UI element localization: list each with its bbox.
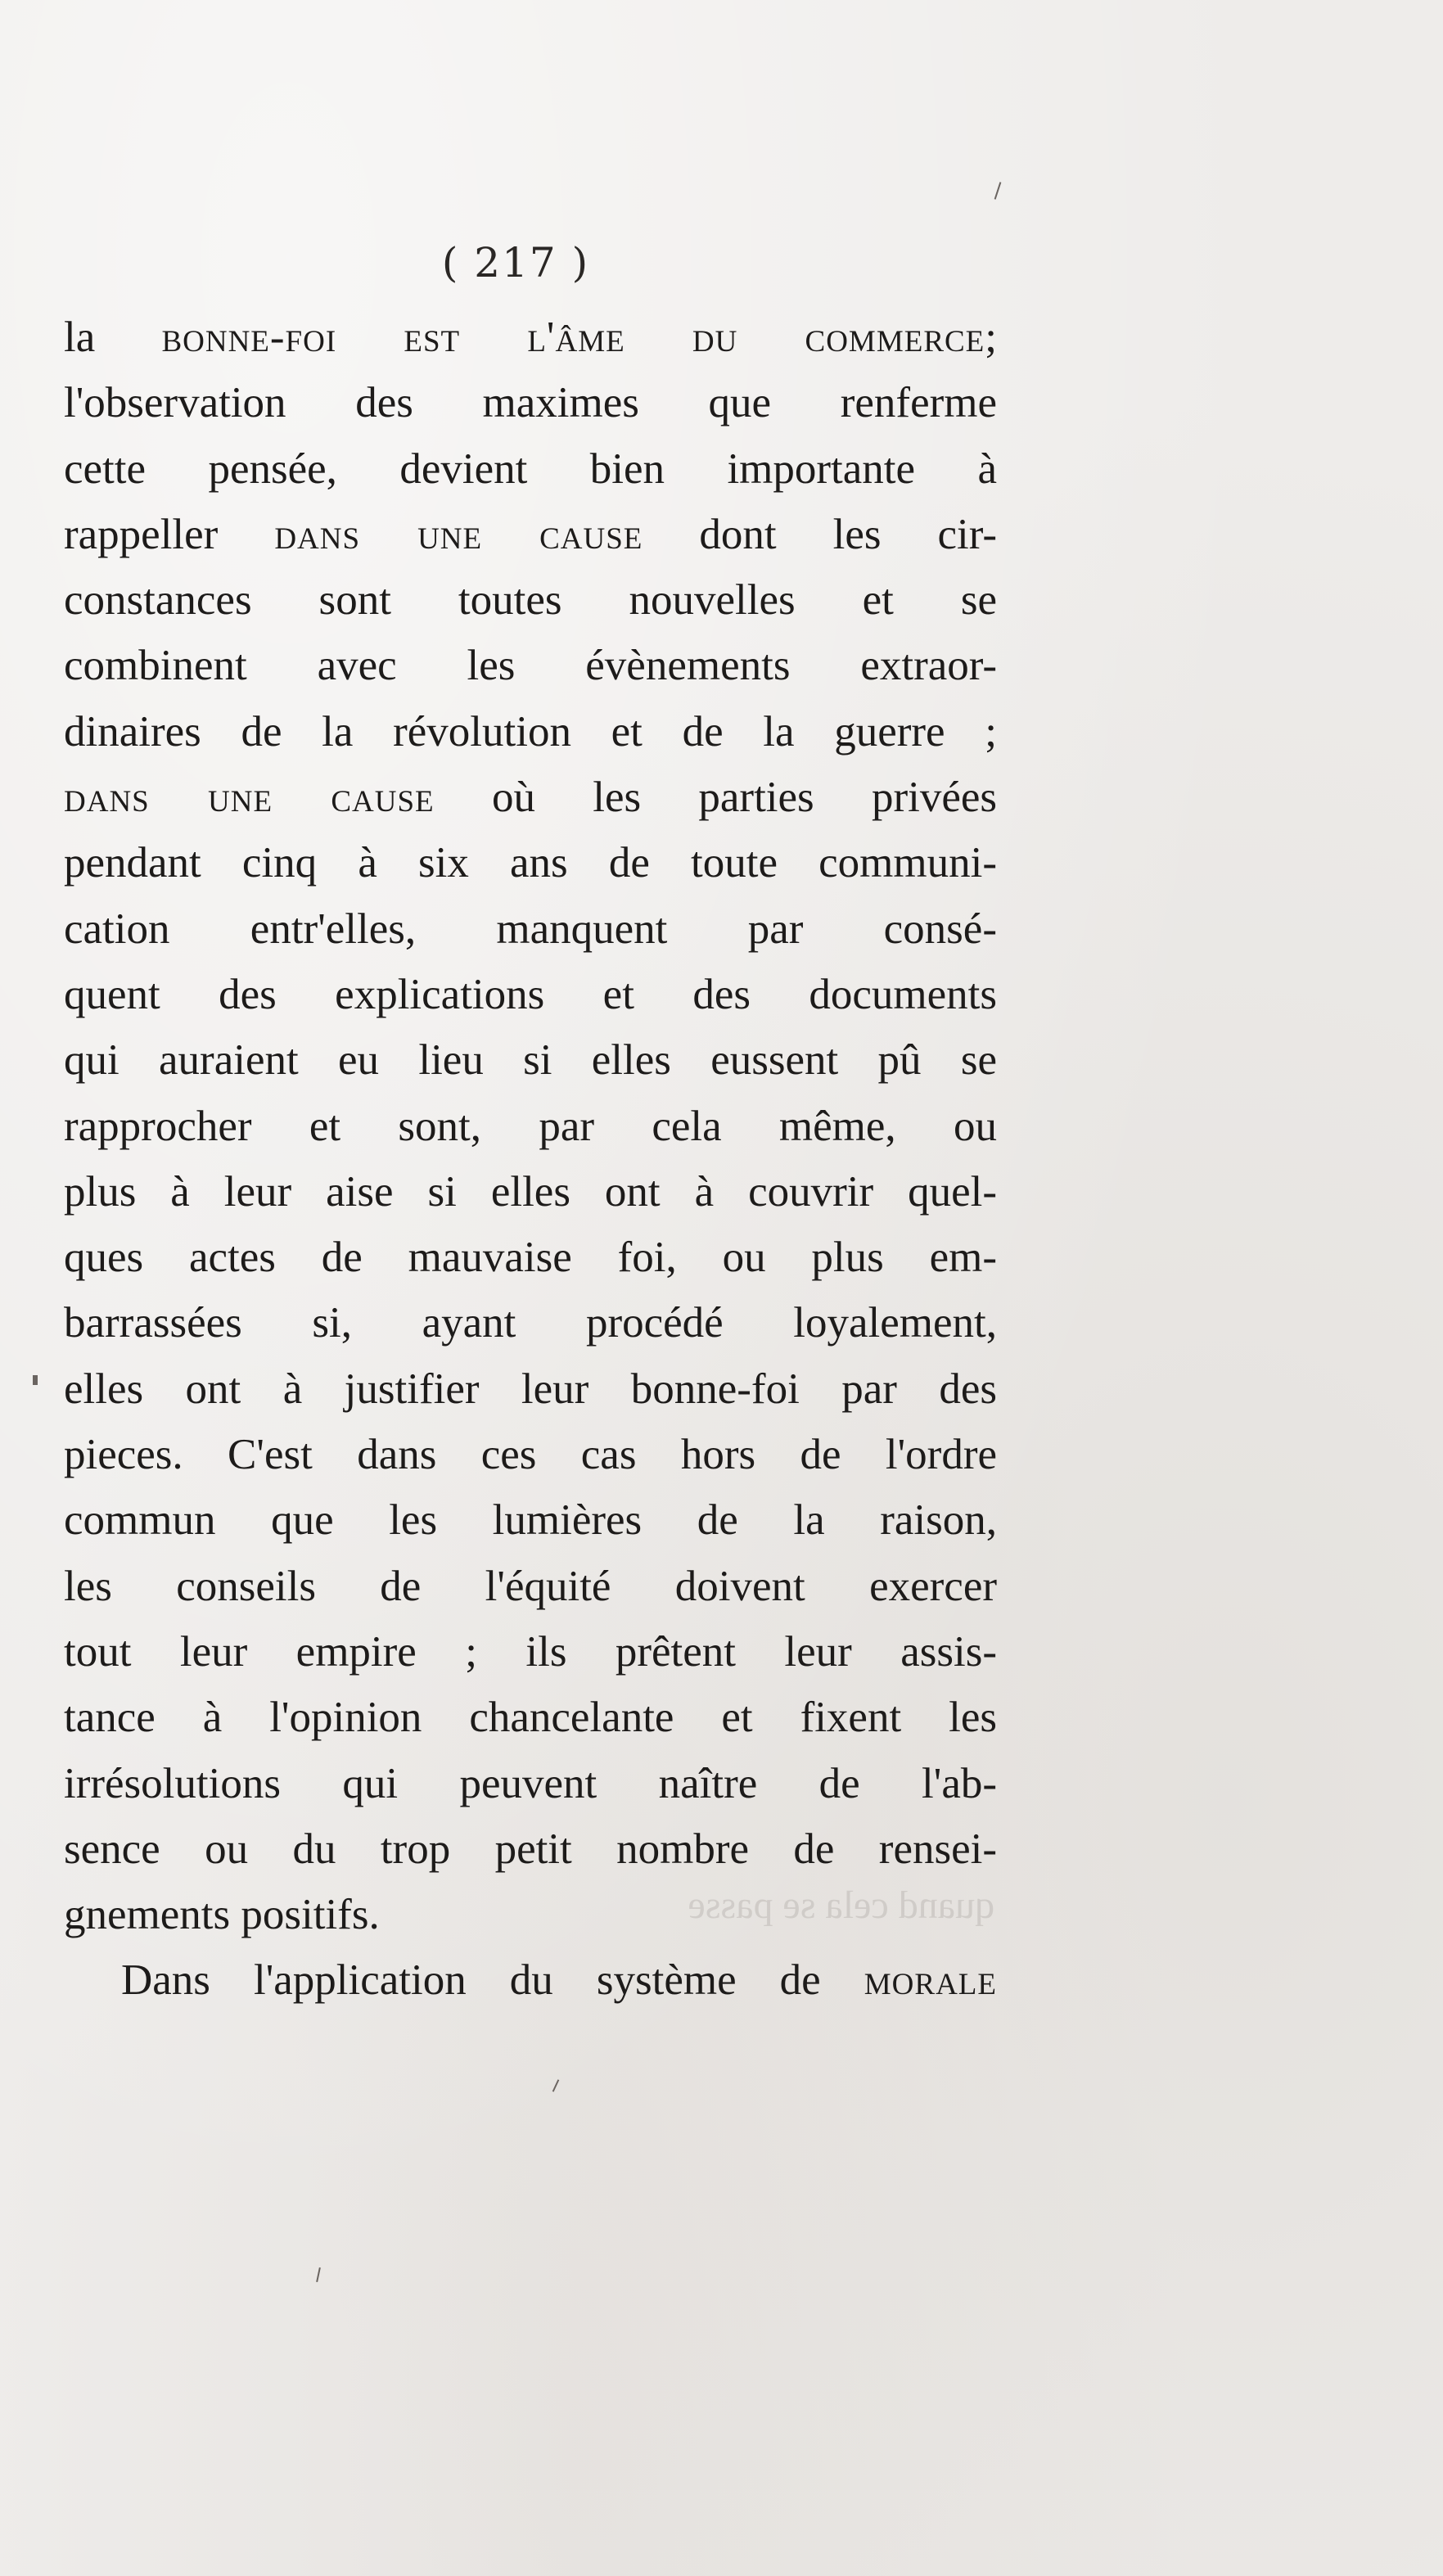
text-line: combinent avec les évènements extraor- xyxy=(64,642,997,690)
paper-speck xyxy=(33,1375,38,1385)
text-line: sence ou du trop petit nombre de rensei- xyxy=(64,1825,997,1873)
text-line: rappeller dans une cause dont les cir- xyxy=(64,510,997,558)
page-number: ( 217 ) xyxy=(441,239,590,286)
text-line: tance à l'opinion chancelante et fixent les xyxy=(64,1694,997,1742)
body-text xyxy=(64,305,997,2014)
text-line: commun que les lumières de la raison, xyxy=(64,1496,997,1545)
text-line: dinaires de la révolution et de la guerre ; xyxy=(64,707,997,756)
text-line: tout leur empire ; ils prêtent leur assis- xyxy=(64,1627,997,1676)
text-line: l'observation des maximes que renferme xyxy=(64,379,997,427)
text-line: cette pensée, devient bien importante à xyxy=(64,444,997,493)
bleed-through-text: quand cela se passe xyxy=(688,1884,994,1927)
text-line-paragraph-end: gnements positifs. xyxy=(64,1891,380,1939)
text-line: la bonne-foi est l'âme du commerce; xyxy=(64,314,997,361)
text-line: cation entr'elles, manquent par consé- xyxy=(64,905,997,953)
paper-speck xyxy=(316,2267,321,2282)
text-line: constances sont toutes nouvelles et se xyxy=(64,576,997,625)
text-line-paragraph-start: Dans l'application du système de morale xyxy=(121,1956,997,2005)
paper-speck xyxy=(552,2079,560,2091)
text-line: rapprocher et sont, par cela même, ou xyxy=(64,1102,997,1150)
text-line: ques actes de mauvaise foi, ou plus em- xyxy=(64,1234,997,1282)
text-line: irrésolutions qui peuvent naître de l'ab- xyxy=(64,1759,997,1807)
text-line: barrassées si, ayant procédé loyalement, xyxy=(64,1299,997,1347)
text-line: elles ont à justifier leur bonne-foi par des xyxy=(64,1365,997,1413)
text-line: pendant cinq à six ans de toute communi- xyxy=(64,839,997,887)
text-line: qui auraient eu lieu si elles eussent pû se xyxy=(64,1036,997,1085)
text-line: dans une cause où les parties privées xyxy=(64,774,997,822)
text-line: quent des explications et des documents xyxy=(64,970,997,1018)
text-line: pieces. C'est dans ces cas hors de l'ordre xyxy=(64,1431,997,1479)
paper-speck xyxy=(994,182,1002,200)
text-line: plus à leur aise si elles ont à couvrir quel- xyxy=(64,1167,997,1216)
text-line: les conseils de l'équité doivent exercer xyxy=(64,1562,997,1610)
